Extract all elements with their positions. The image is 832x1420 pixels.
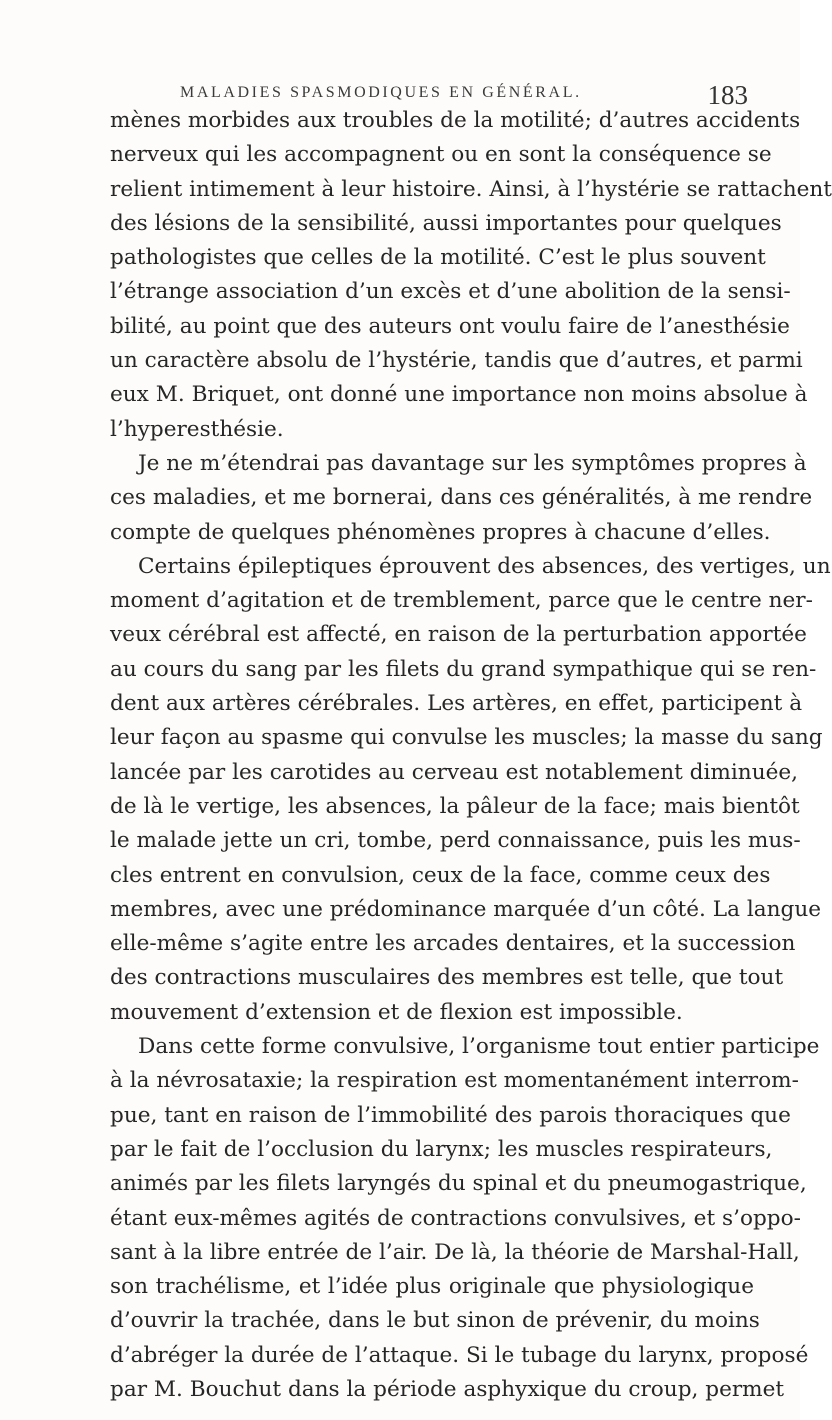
text-line: cles entrent en convulsion, ceux de la face, comme ceux des [110, 862, 771, 888]
text-line: nerveux qui les accompagnent ou en sont la conséquence se [110, 142, 772, 168]
text-line: d’abréger la durée de l’attaque. Si le tubage du larynx, proposé [110, 1342, 809, 1368]
text-line: ces maladies, et me bornerai, dans ces généralités, à me rendre [110, 485, 813, 511]
text-line: veux cérébral est affecté, en raison de la perturbation apportée [110, 622, 807, 648]
text-line: relient intimement à leur histoire. Ainsi, à l’hystérie se rattachent [110, 176, 832, 202]
text-line: lancée par les carotides au cerveau est notablement diminuée, [110, 759, 799, 785]
body-text [110, 104, 832, 1407]
text-line: Je ne m’étendrai pas davantage sur les symptômes propres à [138, 450, 807, 476]
text-line: Dans cette forme convulsive, l’organisme tout entier participe [138, 1034, 820, 1060]
text-line: l’étrange association d’un excès et d’une abolition de la sensi- [110, 279, 791, 305]
text-line: elle-même s’agite entre les arcades dentaires, et la succession [110, 931, 796, 957]
text-line: l’hyperesthésie. [110, 416, 284, 442]
page-number: 183 [707, 80, 748, 110]
text-line: au cours du sang par les filets du grand sympathique qui se ren- [110, 656, 817, 682]
text-line: sant à la libre entrée de l’air. De là, la théorie de Marshal-Hall, [110, 1239, 800, 1265]
text-line: mènes morbides aux troubles de la motilité; d’autres accidents [110, 108, 801, 133]
text-line: pathologistes que celles de la motilité. C’est le plus souvent [110, 245, 766, 271]
text-line: le malade jette un cri, tombe, perd connaissance, puis les mus- [110, 828, 801, 854]
text-line: mouvement d’extension et de flexion est impossible. [110, 999, 683, 1025]
running-title: MALADIES SPASMODIQUES EN GÉNÉRAL. [180, 84, 582, 101]
text-line: eux M. Briquet, ont donné une importance non moins absolue à [110, 382, 808, 408]
text-line: membres, avec une prédominance marquée d’un côté. La langue [110, 896, 822, 922]
text-line: son trachélisme, et l’idée plus originale que physiologique [110, 1274, 754, 1300]
text-line: moment d’agitation et de tremblement, parce que le centre ner- [110, 588, 813, 614]
text-line: par le fait de l’occlusion du larynx; les muscles respirateurs, [110, 1136, 773, 1162]
text-line: de là le vertige, les absences, la pâleur de la face; mais bientôt [110, 793, 800, 819]
text-line: à la névrosataxie; la respiration est momentanément interrom- [110, 1068, 799, 1094]
text-line: par M. Bouchut dans la période asphyxique du croup, permet [110, 1376, 785, 1402]
text-line: pue, tant en raison de l’immobilité des parois thoraciques que [110, 1102, 791, 1128]
text-line: étant eux-mêmes agités de contractions convulsives, et s’oppo- [110, 1205, 801, 1231]
text-line: compte de quelques phénomènes propres à chacune d’elles. [110, 519, 771, 545]
text-line: un caractère absolu de l’hystérie, tandis que d’autres, et parmi [110, 348, 803, 374]
text-line: d’ouvrir la trachée, dans le but sinon de prévenir, du moins [110, 1308, 760, 1334]
text-line: leur façon au spasme qui convulse les muscles; la masse du sang [110, 725, 823, 751]
text-line: Certains épileptiques éprouvent des absences, des vertiges, un [138, 553, 831, 579]
text-line: des lésions de la sensibilité, aussi importantes pour quelques [110, 210, 782, 236]
text-line: des contractions musculaires des membres est telle, que tout [110, 965, 784, 991]
text-line: animés par les filets laryngés du spinal et du pneumogastrique, [110, 1171, 807, 1197]
text-line: dent aux artères cérébrales. Les artères, en effet, participent à [110, 691, 803, 717]
text-line: bilité, au point que des auteurs ont voulu faire de l’anesthésie [110, 313, 790, 339]
